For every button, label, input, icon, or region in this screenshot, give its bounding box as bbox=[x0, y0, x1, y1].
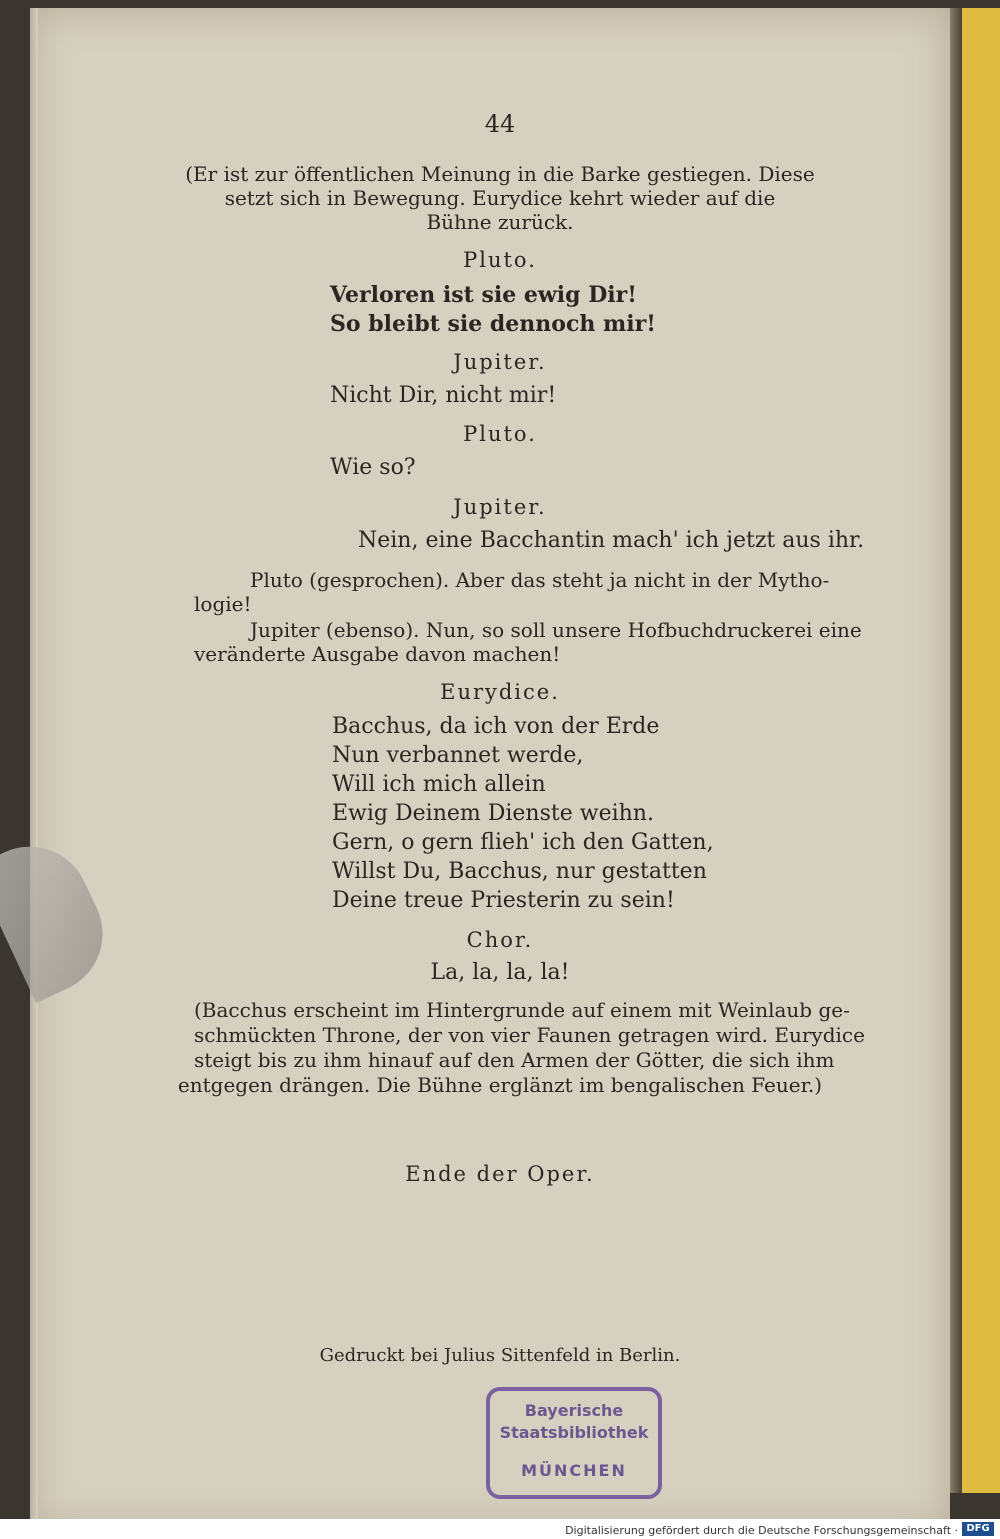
stage-direction-line: setzt sich in Bewegung. Eurydice kehrt wieder auf die bbox=[224, 186, 776, 210]
stage-direction-line: (Bacchus erscheint im Hintergrunde auf einem mit Weinlaub ge- bbox=[194, 998, 850, 1022]
song-line: Willst Du, Bacchus, nur gestatten bbox=[332, 859, 707, 884]
song-line: Ewig Deinem Dienste weihn. bbox=[332, 801, 654, 826]
stamp-line: Bayerische bbox=[524, 1401, 624, 1420]
speaker-name: Pluto. bbox=[463, 248, 537, 272]
verse-line: Wie so? bbox=[330, 455, 416, 480]
stage-direction-line: (Er ist zur öffentlichen Meinung in die Barke gestiegen. Diese bbox=[185, 162, 815, 186]
stamp-line: Staatsbibliothek bbox=[499, 1423, 649, 1442]
stage-direction-line: schmückten Throne, der von vier Faunen getragen wird. Eurydice bbox=[194, 1023, 865, 1047]
book-page bbox=[30, 8, 950, 1530]
stage-direction-line: Bühne zurück. bbox=[426, 210, 574, 234]
song-line: Will ich mich allein bbox=[332, 772, 546, 797]
printer-line: Gedruckt bei Julius Sittenfeld in Berlin. bbox=[319, 1345, 681, 1366]
song-line: Gern, o gern flieh' ich den Gatten, bbox=[332, 830, 714, 855]
prose-line: logie! bbox=[194, 592, 252, 616]
verse-line: So bleibt sie dennoch mir! bbox=[330, 311, 656, 337]
stamp-line: MÜNCHEN bbox=[521, 1461, 627, 1480]
speaker-name: Eurydice. bbox=[440, 680, 560, 704]
prose-line: veränderte Ausgabe davon machen! bbox=[194, 642, 561, 666]
song-line: Bacchus, da ich von der Erde bbox=[332, 714, 660, 739]
stage-direction-line: steigt bis zu ihm hinauf auf den Armen der Götter, die sich ihm bbox=[194, 1048, 835, 1072]
verse-line: Verloren ist sie ewig Dir! bbox=[330, 282, 637, 308]
speaker-name: Jupiter. bbox=[453, 495, 547, 519]
page-edge bbox=[30, 8, 38, 1530]
page-number: 44 bbox=[484, 110, 516, 138]
prose-line: Jupiter (ebenso). Nun, so soll unsere Hofbuchdruckerei eine bbox=[250, 618, 862, 642]
footer-credit: Digitalisierung gefördert durch die Deutsche Forschungsgemeinschaft · bbox=[565, 1524, 958, 1537]
verse-line: Nicht Dir, nicht mir! bbox=[330, 383, 557, 408]
song-line: Deine treue Priesterin zu sein! bbox=[332, 888, 675, 913]
end-line: Ende der Oper. bbox=[405, 1162, 595, 1186]
speaker-name: Pluto. bbox=[463, 422, 537, 446]
song-line: Nun verbannet werde, bbox=[332, 743, 584, 768]
dfg-logo: DFG bbox=[962, 1522, 994, 1536]
library-stamp bbox=[486, 1387, 662, 1499]
prose-line: Pluto (gesprochen). Aber das steht ja nicht in der Mytho- bbox=[250, 568, 830, 592]
stage-direction-line: entgegen drängen. Die Bühne erglänzt im bengalischen Feuer.) bbox=[177, 1073, 823, 1097]
verse-line: Nein, eine Bacchantin mach' ich jetzt aus ihr. bbox=[358, 528, 865, 553]
chorus-line: La, la, la, la! bbox=[430, 960, 570, 985]
speaker-name: Chor. bbox=[466, 928, 534, 952]
speaker-name: Jupiter. bbox=[453, 350, 547, 374]
